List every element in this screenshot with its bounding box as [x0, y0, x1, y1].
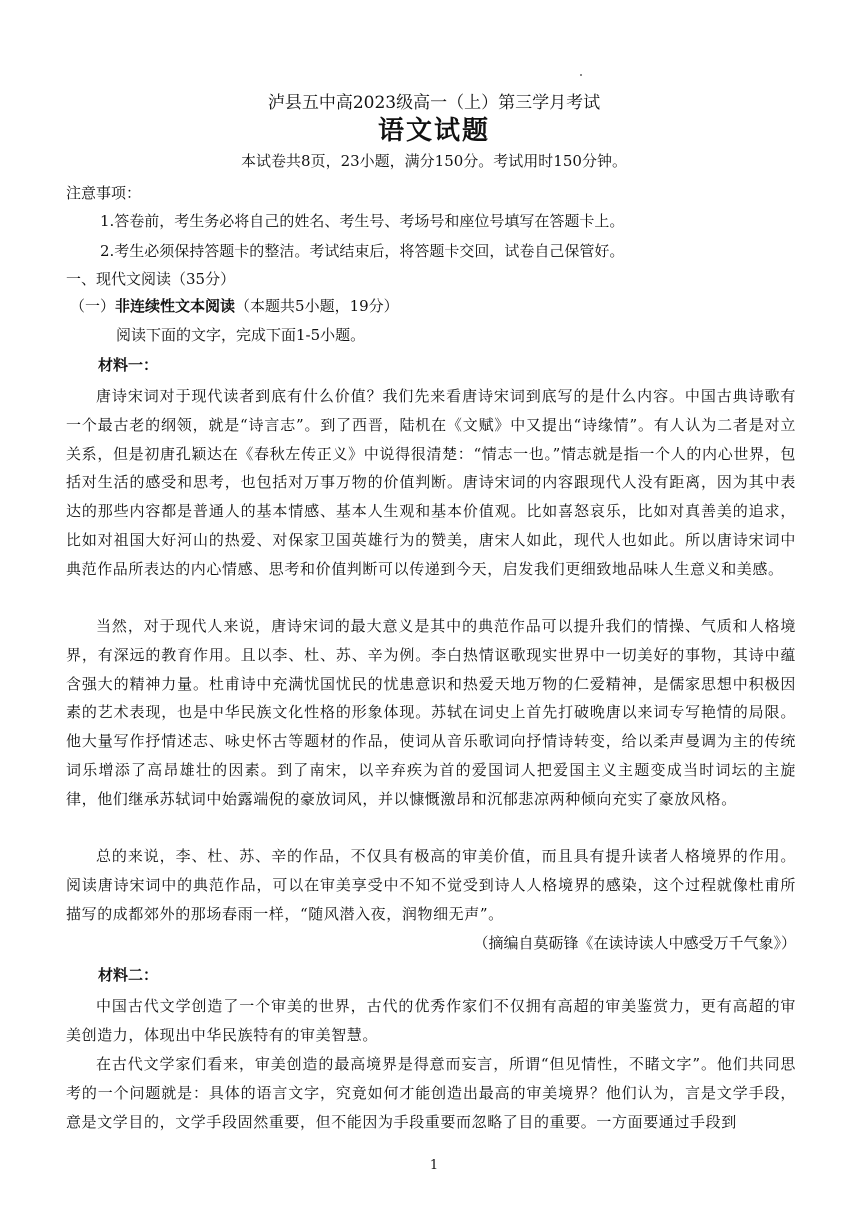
subsection-title: 非连续性文本阅读: [115, 297, 236, 315]
material-1-source: （摘编自莫砺锋《在读诗读人中感受万千气象》）: [473, 934, 796, 952]
reading-instruction: 阅读下面的文字，完成下面1-5小题。: [116, 326, 366, 344]
exam-info: 本试卷共8页，23小题，满分150分。考试用时150分钟。: [241, 152, 627, 170]
note-item: 2.考生必须保持答题卡的整洁。考试结束后，将答题卡交回，试卷自己保管好。: [100, 242, 625, 260]
subject-title: 语文试题: [377, 116, 490, 146]
subsection-heading: [70, 295, 399, 316]
material-2-label: 材料二：: [98, 966, 159, 984]
scan-dot: [580, 74, 582, 76]
material-1-paragraph: 唐诗宋词对于现代读者到底有什么价值？我们先来看唐诗宋词到底写的是什么内容。中国古典诗歌有一个最古老的纲领，就是“诗言志”。到了西晋，陆机在《文赋》中又提出“诗缘情”。有人认为二者是对立关系，但是初唐孔颖达在《春秋左传正义》中说得很清楚：“情志一也。”情志就是指一个人的内心世界，包括对生活的感受和思考，也包括对万事万物的价值判断。唐诗宋词的内容跟现代人没有距离，因为其中表达的那些内容都是普通人的基本情感、基本人生观和基本价值观。比如喜怒哀乐，比如对真善美的追求，比如对祖国大好河山的热爱、对保家卫国英雄行为的赞美，唐宋人如此，现代人也如此。所以唐诗宋词中典范作品所表达的内心情感、思考和价值判断可以传递到今天，启发我们更细致地品味人生意义和美感。: [66, 387, 796, 578]
subsection-prefix: （一）: [70, 297, 116, 315]
material-1-label: 材料一：: [98, 356, 159, 374]
material-1-paragraph: 总的来说，李、杜、苏、辛的作品，不仅具有极高的审美价值，而且具有提升读者人格境界的作用。阅读唐诗宋词中的典范作品，可以在审美享受中不知不觉受到诗人人格境界的感染，这个过程就像杜甫所描写的成都郊外的那场春雨一样，“随风潜入夜，润物细无声”。: [66, 847, 796, 923]
material-1-paragraph: 当然，对于现代人来说，唐诗宋词的最大意义是其中的典范作品可以提升我们的情操、气质和人格境界，有深远的教育作用。且以李、杜、苏、辛为例。李白热情讴歌现实世界中一切美好的事物，其诗中蕴含强大的精神力量。杜甫诗中充满忧国忧民的忧患意识和热爱天地万物的仁爱精神，是儒家思想中积极因素的艺术表现，也是中华民族文化性格的形象体现。苏轼在词史上首先打破晚唐以来词专写艳情的局限。他大量写作抒情述志、咏史怀古等题材的作品，使词从音乐歌词向抒情诗转变，给以柔声曼调为主的传统词乐增添了高昂雄壮的因素。到了南宋，以辛弃疾为首的爱国词人把爱国主义主题变成当时词坛的主旋律，他们继承苏轼词中始露端倪的豪放词风，并以慷慨激昂和沉郁悲凉两种倾向充实了豪放风格。: [66, 617, 796, 808]
section-title: 一、现代文阅读（35分）: [66, 270, 236, 288]
note-item: 1.答卷前，考生务必将自己的姓名、考生号、考场号和座位号填写在答题卡上。: [100, 212, 625, 230]
material-2-paragraph: 在古代文学家们看来，审美创造的最高境界是得意而妄言，所谓“但见情性，不睹文字”。他们共同思考的一个问题就是：具体的语言文字，究竟如何才能创造出最高的审美境界？他们认为，言是文学手段，意是文学目的，文学手段固然重要，但不能因为手段重要而忽略了目的重要。一方面要通过手段到: [66, 1055, 796, 1131]
material-2-paragraph: 中国古代文学创造了一个审美的世界，古代的优秀作家们不仅拥有高超的审美鉴赏力，更有高超的审美创造力，体现出中华民族特有的审美智慧。: [66, 997, 796, 1044]
notes-heading: 注意事项：: [66, 184, 142, 202]
subsection-info: （本题共5小题，19分）: [235, 297, 399, 315]
exam-title: 泸县五中高2023级高一（上）第三学月考试: [267, 93, 601, 113]
page-number: 1: [429, 1158, 439, 1173]
